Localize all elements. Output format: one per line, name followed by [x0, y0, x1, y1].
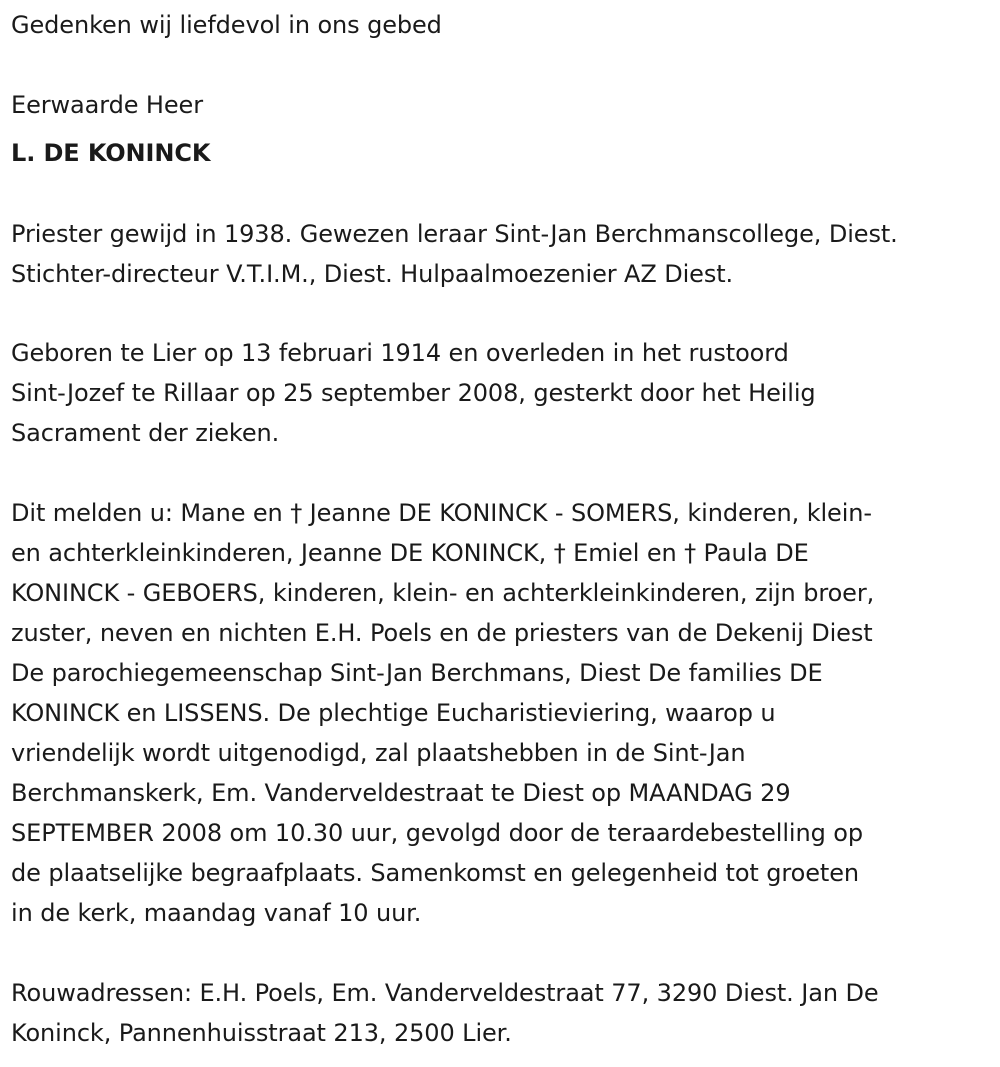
deceased-name: L. DE KONINCK: [11, 139, 211, 167]
honorific-title: Eerwaarde Heer: [11, 91, 203, 119]
announcement-line: Berchmanskerk, Em. Vanderveldestraat te Diest op MAANDAG 29: [11, 779, 791, 807]
announcement-line: SEPTEMBER 2008 om 10.30 uur, gevolgd door de teraardebestelling op: [11, 819, 863, 847]
announcement-line: De parochiegemeenschap Sint-Jan Berchmans, Diest De families DE: [11, 659, 823, 687]
intro-text: Gedenken wij liefdevol in ons gebed: [11, 11, 442, 39]
announcement-line: Dit melden u: Mane en † Jeanne DE KONINCK - SOMERS, kinderen, klein-: [11, 499, 872, 527]
birth-death-line: Sint-Jozef te Rillaar op 25 september 2008, gesterkt door het Heilig: [11, 379, 816, 407]
biography-line: Stichter-directeur V.T.I.M., Diest. Hulpaalmoezenier AZ Diest.: [11, 260, 734, 288]
biography-line: Priester gewijd in 1938. Gewezen leraar Sint-Jan Berchmanscollege, Diest.: [11, 220, 898, 248]
announcement-line: in de kerk, maandag vanaf 10 uur.: [11, 899, 422, 927]
announcement-line: zuster, neven en nichten E.H. Poels en de priesters van de Dekenij Diest: [11, 619, 873, 647]
announcement-line: de plaatselijke begraafplaats. Samenkomst en gelegenheid tot groeten: [11, 859, 859, 887]
birth-death-line: Geboren te Lier op 13 februari 1914 en overleden in het rustoord: [11, 339, 789, 367]
condolence-address-line: Rouwadressen: E.H. Poels, Em. Vanderveldestraat 77, 3290 Diest. Jan De: [11, 979, 879, 1007]
announcement-line: KONINCK en LISSENS. De plechtige Eucharistieviering, waarop u: [11, 699, 776, 727]
announcement-line: en achterkleinkinderen, Jeanne DE KONINCK, † Emiel en † Paula DE: [11, 539, 809, 567]
birth-death-line: Sacrament der zieken.: [11, 419, 280, 447]
announcement-line: KONINCK - GEBOERS, kinderen, klein- en achterkleinkinderen, zijn broer,: [11, 579, 875, 607]
announcement-line: vriendelijk wordt uitgenodigd, zal plaatshebben in de Sint-Jan: [11, 739, 746, 767]
condolence-address-line: Koninck, Pannenhuisstraat 213, 2500 Lier.: [11, 1019, 512, 1047]
